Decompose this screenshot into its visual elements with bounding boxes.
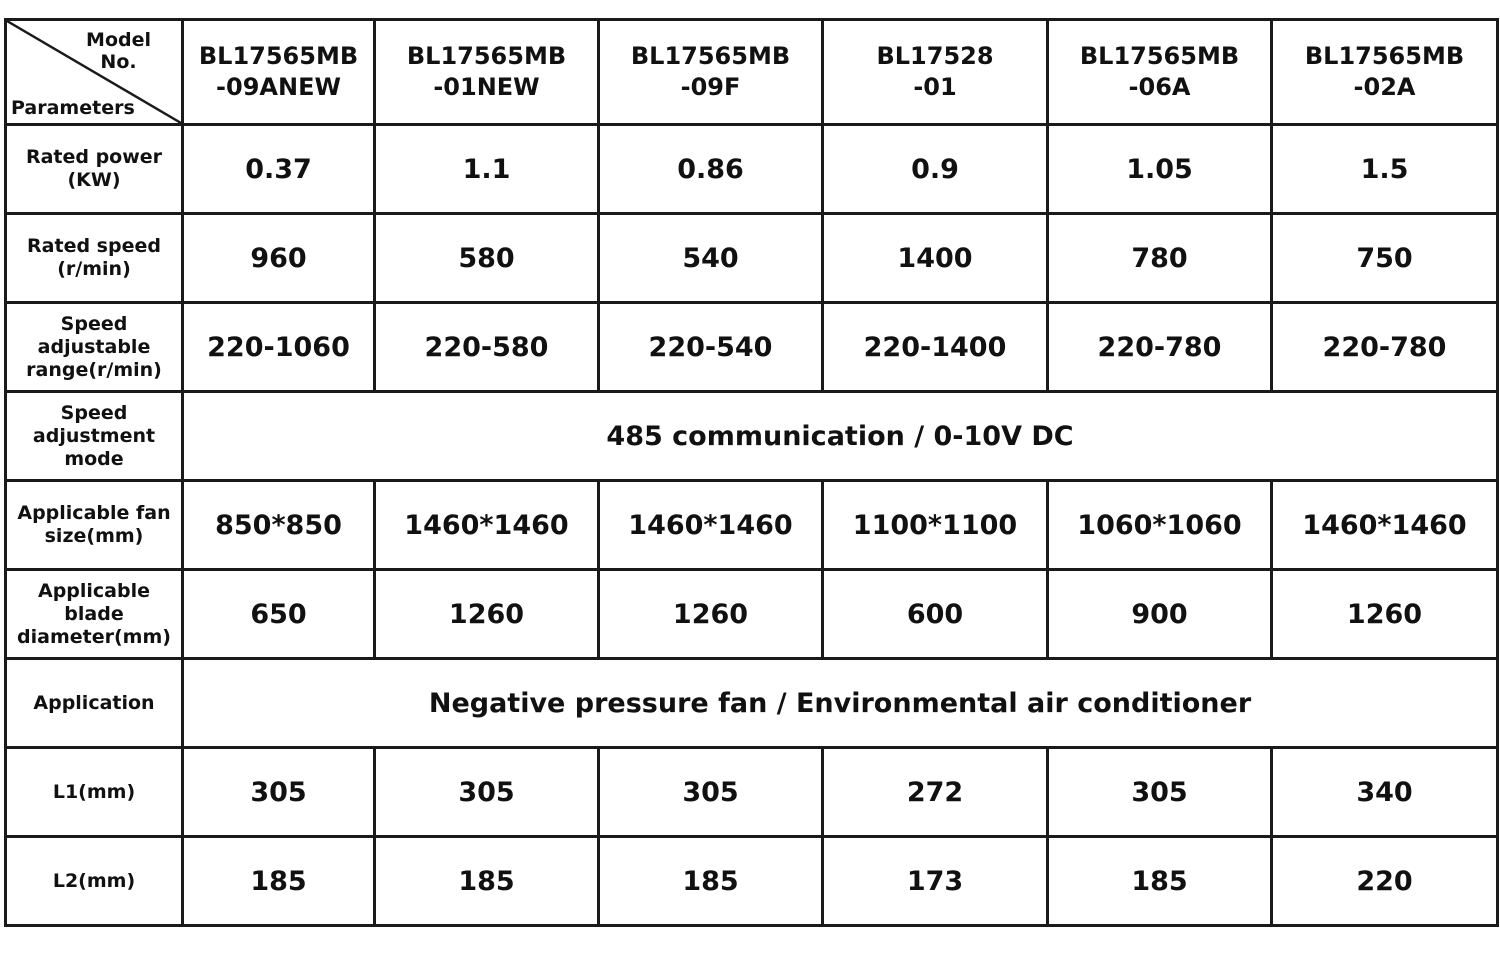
table-cell: 1260: [375, 570, 599, 659]
table-cell: 1460*1460: [599, 481, 823, 570]
table-cell: 340: [1272, 748, 1498, 837]
model-header: BL17565MB -06A: [1048, 20, 1272, 125]
parameters-label: Parameters: [11, 97, 135, 119]
table-cell: 0.9: [823, 125, 1048, 214]
table-cell: 1100*1100: [823, 481, 1048, 570]
table-cell: 650: [183, 570, 375, 659]
table-cell: 1400: [823, 214, 1048, 303]
table-cell: 1260: [599, 570, 823, 659]
table-cell: 780: [1048, 214, 1272, 303]
model-header: BL17565MB -02A: [1272, 20, 1498, 125]
row-label: L2(mm): [6, 837, 183, 926]
table-cell: 540: [599, 214, 823, 303]
table-row: [6, 570, 1498, 659]
table-row: [6, 303, 1498, 392]
row-label: Rated power (KW): [6, 125, 183, 214]
table-cell: 272: [823, 748, 1048, 837]
table-cell: 850*850: [183, 481, 375, 570]
table-cell: 1460*1460: [1272, 481, 1498, 570]
table-cell: 1060*1060: [1048, 481, 1272, 570]
table-cell: 305: [375, 748, 599, 837]
table-cell: 1.1: [375, 125, 599, 214]
table-cell: 173: [823, 837, 1048, 926]
table-cell: 305: [183, 748, 375, 837]
table-row: [6, 837, 1498, 926]
row-label: Applicable fan size(mm): [6, 481, 183, 570]
model-header: BL17565MB -09F: [599, 20, 823, 125]
table-cell: 305: [599, 748, 823, 837]
table-cell: 580: [375, 214, 599, 303]
table-cell: 220-580: [375, 303, 599, 392]
table-cell: 185: [1048, 837, 1272, 926]
table-cell: 1.05: [1048, 125, 1272, 214]
header-row: [6, 20, 1498, 125]
table-cell: 1260: [1272, 570, 1498, 659]
table-row: [6, 659, 1498, 748]
row-label: Speed adjustable range(r/min): [6, 303, 183, 392]
table-row: [6, 392, 1498, 481]
table-cell: 305: [1048, 748, 1272, 837]
row-label: Application: [6, 659, 183, 748]
table-row: [6, 481, 1498, 570]
table-cell: 220-540: [599, 303, 823, 392]
table-cell: 0.37: [183, 125, 375, 214]
model-header: BL17528 -01: [823, 20, 1048, 125]
table-row: [6, 214, 1498, 303]
table-cell: 185: [183, 837, 375, 926]
table-cell: 220-780: [1272, 303, 1498, 392]
row-label: L1(mm): [6, 748, 183, 837]
table-cell: 185: [599, 837, 823, 926]
table-cell: 1.5: [1272, 125, 1498, 214]
row-label: Applicable blade diameter(mm): [6, 570, 183, 659]
merged-cell: 485 communication / 0-10V DC: [183, 392, 1498, 481]
table-cell: 1460*1460: [375, 481, 599, 570]
table-cell: 600: [823, 570, 1048, 659]
table-row: [6, 748, 1498, 837]
model-header: BL17565MB -09ANEW: [183, 20, 375, 125]
table-row: [6, 125, 1498, 214]
table-cell: 220-1400: [823, 303, 1048, 392]
motor-spec-table: [4, 18, 1499, 927]
table-cell: 220-1060: [183, 303, 375, 392]
row-label: Rated speed (r/min): [6, 214, 183, 303]
corner-header-cell: [6, 20, 183, 125]
table-cell: 185: [375, 837, 599, 926]
table-cell: 960: [183, 214, 375, 303]
table-cell: 900: [1048, 570, 1272, 659]
table-cell: 220: [1272, 837, 1498, 926]
model-no-label: Model No.: [86, 29, 151, 73]
model-header: BL17565MB -01NEW: [375, 20, 599, 125]
merged-cell: Negative pressure fan / Environmental air conditioner: [183, 659, 1498, 748]
table-cell: 750: [1272, 214, 1498, 303]
row-label: Speed adjustment mode: [6, 392, 183, 481]
table-cell: 0.86: [599, 125, 823, 214]
table-cell: 220-780: [1048, 303, 1272, 392]
